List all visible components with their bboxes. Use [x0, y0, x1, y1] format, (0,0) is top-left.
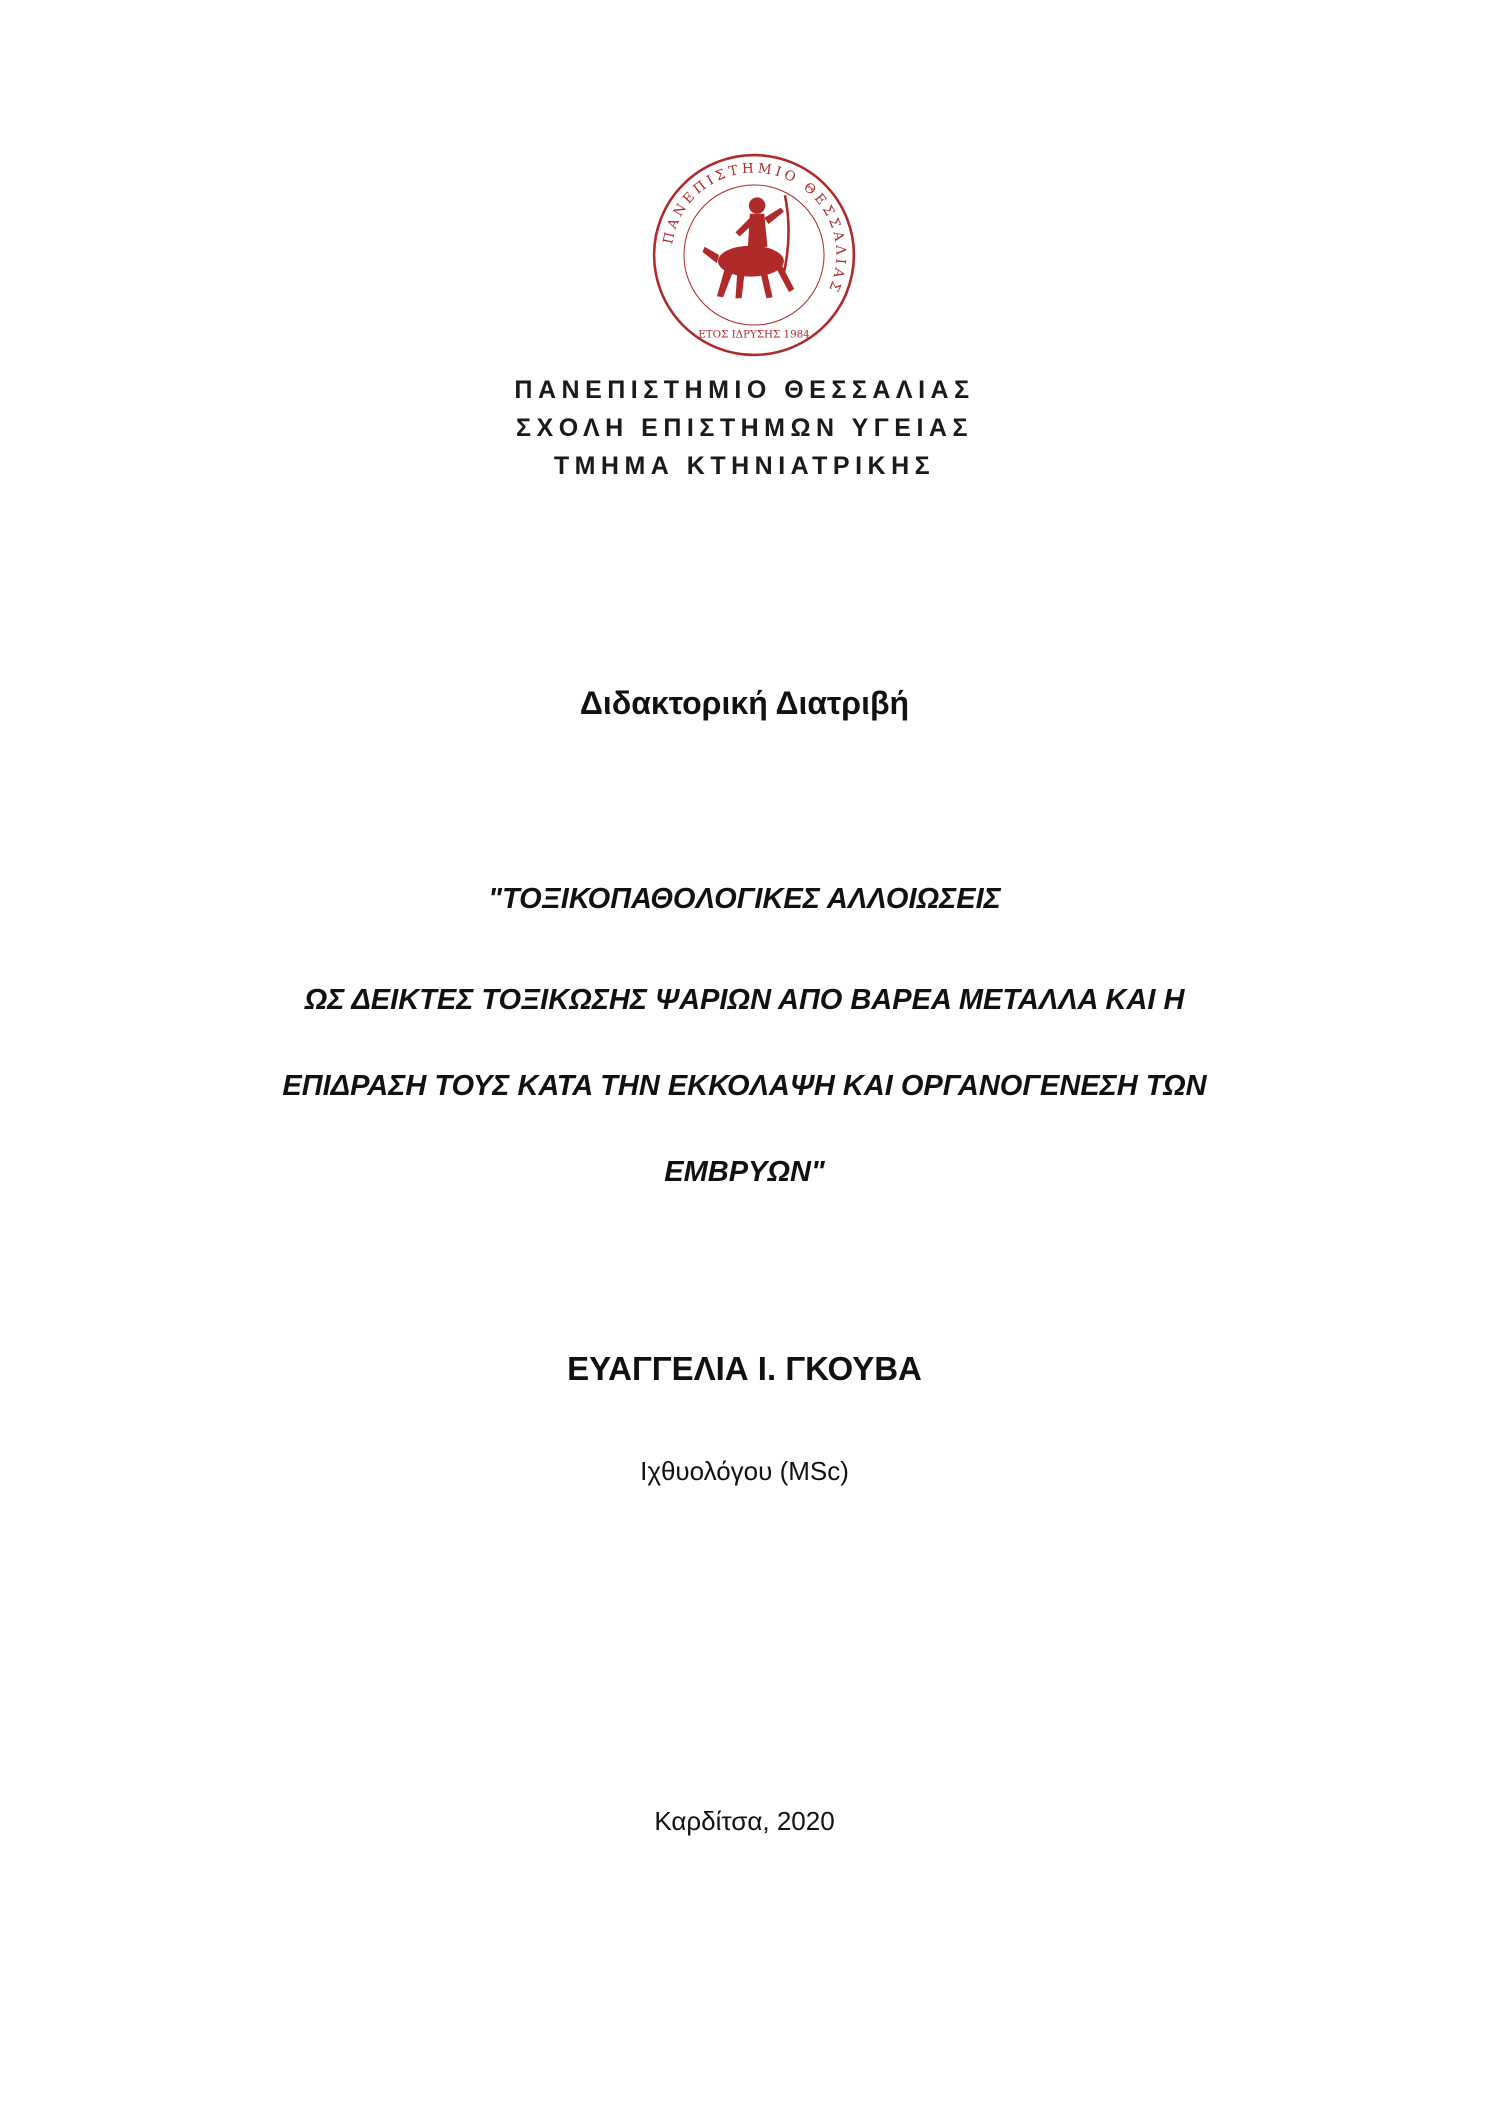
title-line: "ΤΟΞΙΚΟΠΑΘΟΛΟΓΙΚΕΣ ΑΛΛΟΙΩΣΕΙΣ [488, 883, 1001, 915]
department-name: ΤΜΗΜΑ ΚΤΗΝΙΑΤΡΙΚΗΣ [553, 452, 936, 480]
author-credential: Ιχθυολόγου (MSc) [640, 1456, 849, 1486]
document-type: Διδακτορική Διατριβή [579, 685, 910, 721]
svg-text:ΠΑΝΕΠΙΣΤΗΜΙΟ ΘΕΣΣΑΛΙΑΣ: ΠΑΝΕΠΙΣΤΗΜΙΟ ΘΕΣΣΑΛΙΑΣ [661, 161, 848, 297]
university-name: ΠΑΝΕΠΙΣΤΗΜΙΟ ΘΕΣΣΑΛΙΑΣ [514, 376, 975, 404]
university-seal-logo [651, 152, 857, 358]
title-line: ΕΠΙΔΡΑΣΗ ΤΟΥΣ ΚΑΤΑ ΤΗΝ ΕΚΚΟΛΑΨΗ ΚΑΙ ΟΡΓΑΝΟΓΕΝΕΣΗ ΤΩΝ [282, 1070, 1207, 1102]
title-line: ΕΜΒΡΥΩΝ" [664, 1156, 825, 1188]
svg-text:ΕΤΟΣ ΙΔΡΥΣΗΣ 1984: ΕΤΟΣ ΙΔΡΥΣΗΣ 1984 [698, 328, 810, 341]
school-name: ΣΧΟΛΗ ΕΠΙΣΤΗΜΩΝ ΥΓΕΙΑΣ [516, 414, 973, 442]
author-name: ΕΥΑΓΓΕΛΙΑ Ι. ΓΚΟΥΒΑ [567, 1350, 922, 1387]
title-line: ΩΣ ΔΕΙΚΤΕΣ ΤΟΞΙΚΩΣΗΣ ΨΑΡΙΩΝ ΑΠΟ ΒΑΡΕΑ ΜΕΤΑΛΛΑ ΚΑΙ Η [304, 984, 1185, 1016]
place-date: Καρδίτσα, 2020 [654, 1806, 835, 1836]
